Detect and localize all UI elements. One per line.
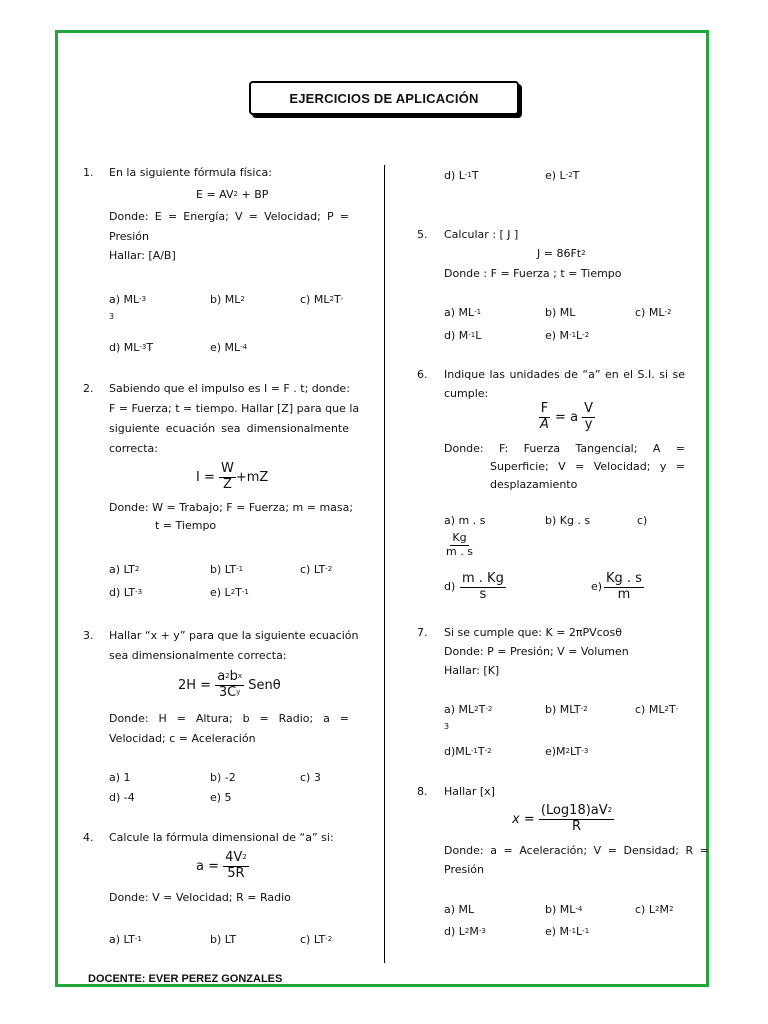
exercise-number: 6. [417, 368, 428, 381]
exercise-text: Hallar: [K] [444, 664, 500, 677]
option-d: d) $L^{-1}T$ [444, 169, 479, 182]
option-a: a) $LT^2$ [109, 563, 140, 576]
exercise-number: 5. [417, 228, 428, 241]
exercise-text: Donde: V = Velocidad; R = Radio [109, 891, 291, 904]
option-b: b) Kg . s [545, 514, 591, 527]
exercise-text: Calcular : [ J ] [444, 228, 519, 241]
option-d: $d)ML^{-1}T^{-2}$ [444, 745, 492, 758]
option-e: e) $L^{-2}T$ [545, 169, 580, 182]
exercise-number: 2. [83, 382, 94, 395]
exercise-number: 4. [83, 831, 94, 844]
option-c: c) $ML^{-2}$ [635, 306, 672, 319]
option-a: a) ML [444, 903, 475, 916]
exercise-text: Sabiendo que el impulso es I = F . t; donde: [109, 382, 350, 395]
formula: I = $\frac{W}{Z}$ +mZ [196, 461, 269, 492]
option-b: b) $LT^{-1}$ [210, 563, 244, 576]
exercise-number: 8. [417, 785, 428, 798]
option-e: e) [591, 580, 603, 593]
exercise-text: sea dimensionalmente correcta: [109, 649, 287, 662]
option-e: e) $ML^{-4}$ [210, 341, 248, 354]
formula: 2H = $\frac{a^2b^x}{3C^y}$ Senθ [178, 669, 281, 700]
formula: a = $\frac{4V^2}{5R}$ [196, 850, 247, 881]
exercise-text: Donde: E = Energía; V = Velocidad; P = [109, 210, 349, 223]
option-c: c) $LT^{-2}$ [300, 563, 333, 576]
page-title: EJERCICIOS DE APLICACIÓN [249, 81, 519, 115]
option-e: e) $L^2T^{-1}$ [210, 586, 249, 599]
exercise-text: correcta: [109, 442, 158, 455]
option-e-fraction: $\frac{Kg . s}{m}$ [606, 571, 642, 602]
option-b: b) -2 [210, 771, 236, 784]
exercise-text: Donde : F = Fuerza ; t = Tiempo [444, 267, 622, 280]
option-d: d) -4 [109, 791, 135, 804]
option-d: d) $ML^{-3}T$ [109, 341, 154, 354]
option-b: b) $ML^{-4}$ [545, 903, 583, 916]
exercise-number: 1. [83, 166, 94, 179]
formula: $E = AV^2$ + BP [196, 188, 269, 201]
option-a: a) $ML^{-1}$ [444, 306, 482, 319]
option-b: b) LT [210, 933, 237, 946]
exercise-text: cumple: [444, 387, 489, 400]
exercise-text: Presión [109, 230, 149, 243]
formula: $J = 86Ft^2$ [537, 247, 586, 260]
exercise-text: Superficie; V = Velocidad; y = [490, 460, 685, 473]
option-c-fraction: $\frac{Kg}{m . s}$ [446, 531, 473, 558]
option-e: e) 5 [210, 791, 232, 804]
exercise-text: Calcule la fórmula dimensional de “a” si: [109, 831, 334, 844]
option-b: b) $ML^2$ [210, 293, 245, 306]
footer-teacher: DOCENTE: EVER PEREZ GONZALES [88, 973, 283, 985]
column-divider [384, 165, 385, 963]
option-b: b) ML [545, 306, 576, 319]
option-a: a) 1 [109, 771, 131, 784]
exercise-text: Donde: F: Fuerza Tangencial; A = [444, 442, 685, 455]
option-d: d) $LT^{-3}$ [109, 586, 143, 599]
exercise-text: Velocidad; c = Aceleración [109, 732, 256, 745]
option-d-fraction: $\frac{m . Kg}{s}$ [462, 571, 504, 602]
exercise-number: 7. [417, 626, 428, 639]
exercise-text: Hallar [x] [444, 785, 495, 798]
option-d: d) $L^2M^{-3}$ [444, 925, 486, 938]
formula: $\frac{F}{A}$ = a $\frac{V}{y}$ [540, 401, 594, 432]
option-c: c) $LT^{-2}$ [300, 933, 333, 946]
exercise-text: siguiente ecuación sea dimensionalmente [109, 422, 349, 435]
option-c-wrap: 3 [444, 722, 450, 731]
option-b: b) $MLT^{-2}$ [545, 703, 588, 716]
option-c: c) $L^2M^2$ [635, 903, 674, 916]
option-d: d) $M^{-1}L$ [444, 329, 482, 342]
exercise-text: Hallar “x + y” para que la siguiente ecuación [109, 629, 359, 642]
exercise-text: Donde: W = Trabajo; F = Fuerza; m = masa; [109, 501, 354, 514]
exercise-text: F = Fuerza; t = tiempo. Hallar [Z] para que la [109, 402, 360, 415]
option-c-wrap: 3 [109, 312, 115, 321]
option-a: a) $ML^{-3}$ [109, 293, 147, 306]
option-d: d) [444, 580, 456, 593]
option-a: a) $ML^2T^{-2}$ [444, 703, 493, 716]
exercise-text: En la siguiente fórmula física: [109, 166, 272, 179]
option-a: a) m . s [444, 514, 486, 527]
formula: x = $\frac{(Log18)aV^2}{R}$ [512, 803, 613, 834]
exercise-text: Hallar: [A/B] [109, 249, 176, 262]
exercise-text: Indique las unidades de “a” en el S.I. si se [444, 368, 685, 381]
exercise-text: Donde: a = Aceleración; V = Densidad; R = [444, 844, 709, 857]
option-c: c) [637, 514, 648, 527]
option-c: c) $ML^2T^-$ [300, 293, 344, 306]
option-c: c) $ML^2T^-$ [635, 703, 679, 716]
option-c: c) 3 [300, 771, 321, 784]
exercise-text: Presión [444, 863, 484, 876]
option-e: e) $M^{-1}L^{-1}$ [545, 925, 590, 938]
exercise-text: Donde: P = Presión; V = Volumen [444, 645, 629, 658]
exercise-text: desplazamiento [490, 478, 578, 491]
exercise-text: t = Tiempo [155, 519, 217, 532]
option-e: e) $M^{-1}L^{-2}$ [545, 329, 590, 342]
exercise-text: Si se cumple que: K = 2πPVcosθ [444, 626, 622, 639]
exercise-text: Donde: H = Altura; b = Radio; a = [109, 712, 349, 725]
option-e: $e)M^2LT^{-3}$ [545, 745, 589, 758]
option-a: a) $LT^{-1}$ [109, 933, 142, 946]
exercise-number: 3. [83, 629, 94, 642]
